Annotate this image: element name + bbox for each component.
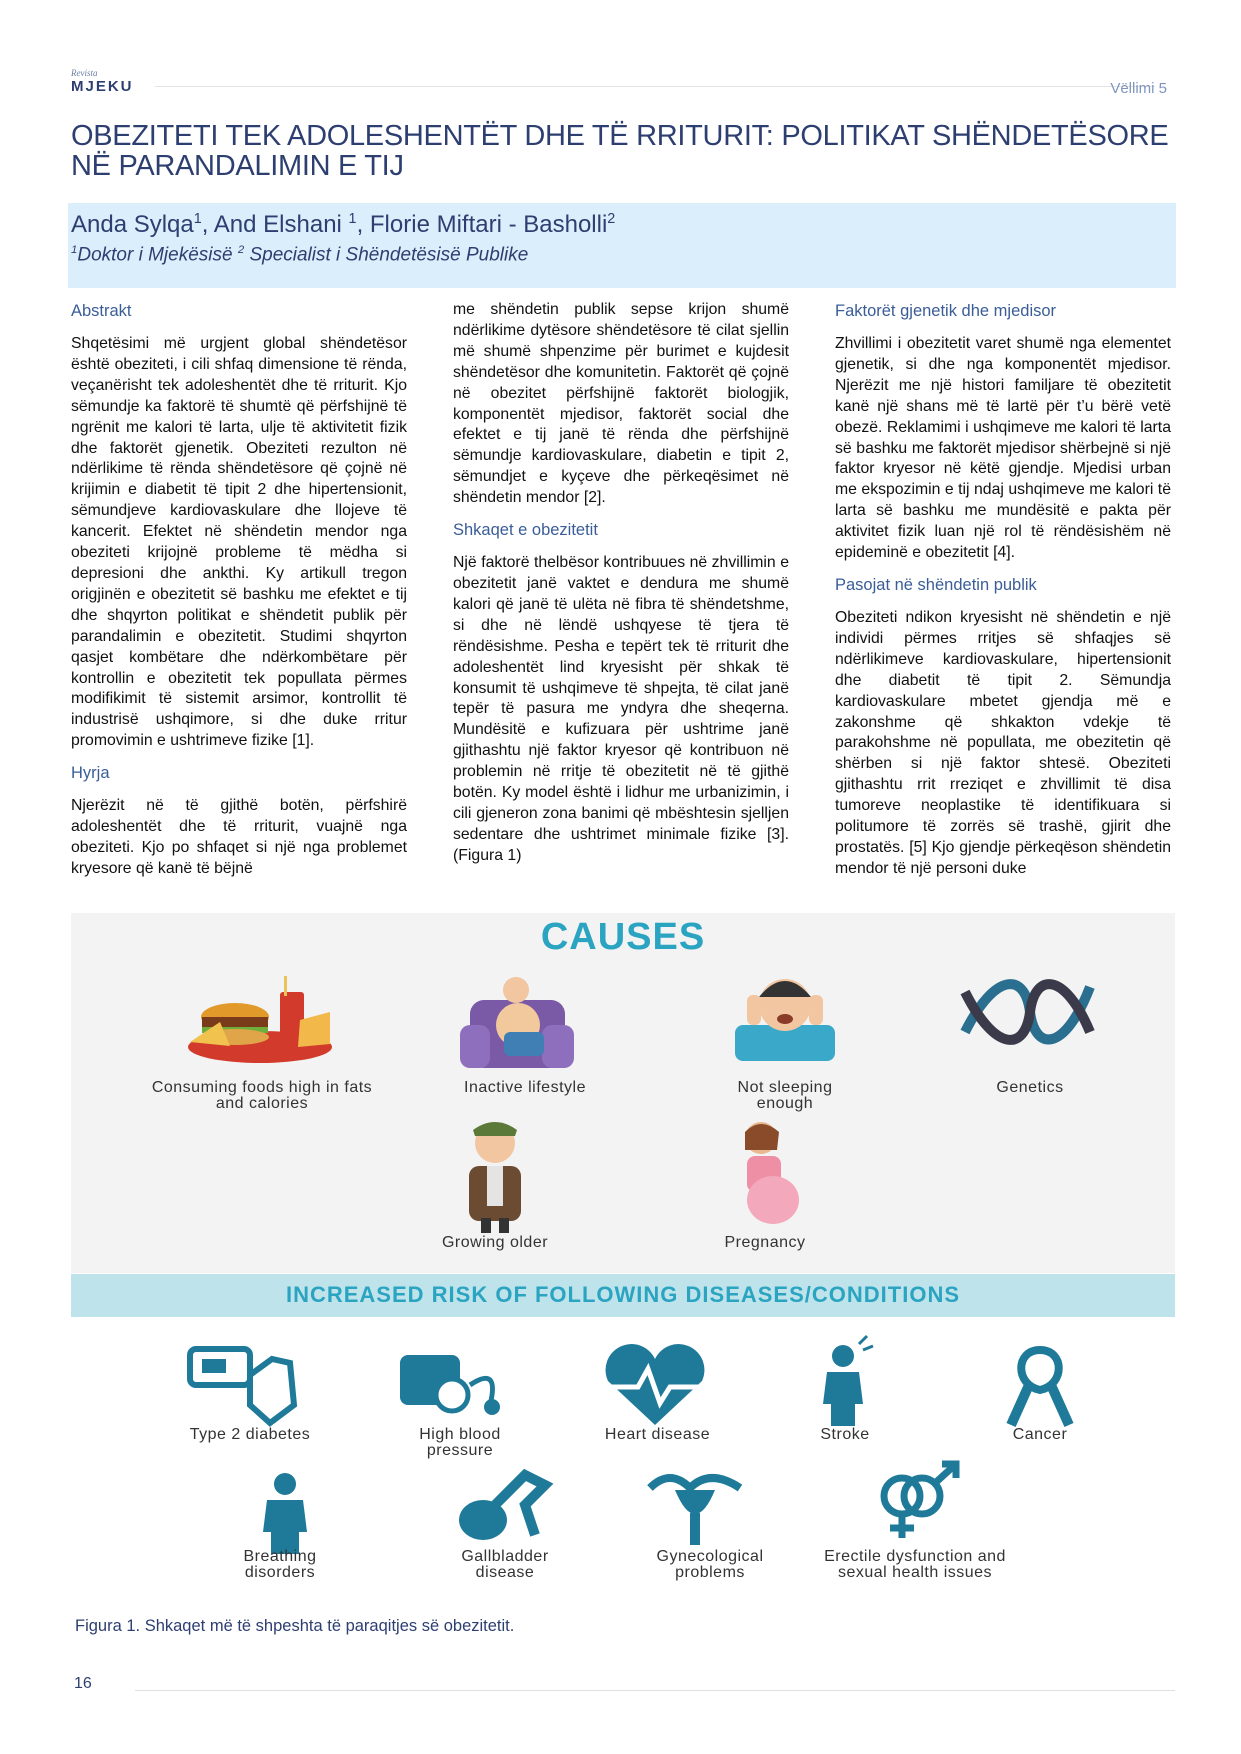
risk-label-heart-disease: Heart disease xyxy=(604,1426,711,1443)
cause-label-pregnancy: Pregnancy xyxy=(724,1234,806,1251)
risk-label-cancer: Cancer xyxy=(1012,1426,1068,1443)
cause-label-aging: Growing older xyxy=(441,1234,549,1251)
volume-label: Vëllimi 5 xyxy=(1110,80,1167,97)
genetic-paragraph: Zhvillimi i obezitetit varet shumë nga elementet gjenetik, si dhe nga komponentët mjedisor. Njerëzit me një histori familjare të obezitetit kanë një shans më të lartë për t’u bërë vetë obezë. Reklamimi i ushqimeve me kalori të larta së bashku me faktorët mjedisor shërbejnë si një faktor kryesor në këtë gjendje. Mjedisi urban me ekspozimin e tij ndaj ushqimeve me kalori të larta së bashku me mundësitë e pakta për aktivitet fizik luan një rol të rëndësishëm në epideminë e obezitetit [4]. xyxy=(835,335,1171,562)
risk-banner-title: INCREASED RISK OF FOLLOWING DISEASES/CONDITIONS xyxy=(285,1282,961,1307)
author-name: , And Elshani xyxy=(201,211,349,238)
glucometer-icon xyxy=(190,1345,305,1425)
cause-label-genetics: Genetics xyxy=(996,1079,1064,1096)
author-affiliation-mark: 1 xyxy=(348,211,357,227)
risk-label-gynecological: Gynecological problems xyxy=(656,1548,764,1581)
column-3 xyxy=(835,300,1171,890)
intro-paragraph-continued: me shëndetin publik sepse krijon shumë ndërlikime dytësore shëndetësore të cilat sjellin më shumë shpenzime për burimet e kujdesit shëndetësor dhe komunitetin. Faktorët që çojnë në obezitet përfshijnë faktorët biologjik, komponentët mjedisor, faktorët social dhe efektet e tij janë të rënda dhe përfshijnë sëmundje kardiovaskulare, diabetin e tipit 2, sëmundjet e kyçeve dhe përkeqësimet në shëndetin mendor [2]. xyxy=(453,301,789,507)
couch-person-icon xyxy=(460,970,590,1070)
food-icon xyxy=(180,962,340,1072)
author-list xyxy=(71,211,615,239)
abstract-paragraph: Shqetësimi më urgjent global shëndetësor është obeziteti, i cili shfaq dimensione të rënda, veçanërisht tek adoleshentët dhe të rriturit. Kjo sëmundje ka faktorë të shumtë që përfshijnë të ngrënit me kalori të larta, ulje të aktivitetit fizik dhe faktorët gjenetik. Obeziteti rezulton në ndërlikime të rënda shëndetësore që çojnë në krijimin e diabetit të tipit 2 dhe hipertensionit, sëmundjeve kardiovaskulare dhe llojeve të kancerit. Efektet në shëndetin mendor nga obeziteti krijojnë probleme të mëdha si depresioni dhe ankthi. Ky artikull tregon origjinën e obezitetit së bashku me efektet e tij dhe shqyrton politikat e shëndetit publik për parandalimin e obezitetit. Studimi shqyrton qasjet kombëtare dhe ndërkombëtare për kontrollin e obezitetit tek popullata përmes modifikimit të sistemit arsimor, kontrollit të industrisë ushqimore, si dhe duke rritur promovimin e ushtrimeve fizike [1]. xyxy=(71,335,407,750)
intro-paragraph: Njerëzit në të gjithë botën, përfshirë adoleshentët dhe të rriturit, vuajnë nga obeziteti. Kjo po shfaqet si një nga problemet kryesore që kanë të bëjnë xyxy=(71,797,407,877)
figure-causes-title: CAUSES xyxy=(540,916,706,958)
header-divider xyxy=(155,86,1155,87)
section-heading-abstract: Abstrakt xyxy=(71,302,132,320)
section-heading-public-health: Pasojat në shëndetin publik xyxy=(835,575,1037,594)
causes-paragraph: Një faktorë thelbësor kontribuues në zhvillimin e obezitetit janë vaktet e dendura me shumë kalori që janë të ulëta në fibra të shëndetshme, si dhe në lëndë ushqyese të tjera të rëndësishme. Pesha e tepërt tek të rriturit dhe adoleshentët lind kryesisht për shkak të konsumit të ushqimeve të shpejta, të cilat janë tepër të pasura me yndyra dhe sheqerna. Mundësitë e kufizuara për ushtrime janë gjithashtu një faktor kryesor që kontribuon në problemin në rritje të obezitetit në të gjithë botën. Ky model është i lidhur me urbanizimin, i cili gjeneron zona banimi që mbështesin sjelljen sedentare dhe ushtrimet minimale fizike [3]. (Figura 1) xyxy=(453,554,789,864)
author-name: Anda Sylqa xyxy=(71,211,194,238)
column-1 xyxy=(71,300,407,890)
author-name: , Florie Miftari - Basholli xyxy=(356,211,608,238)
risk-label-blood-pressure: High blood pressure xyxy=(419,1426,501,1459)
affiliations xyxy=(71,244,528,266)
affiliation-mark: 1 xyxy=(71,244,78,256)
author-affiliation-mark: 2 xyxy=(607,211,616,227)
column-2 xyxy=(453,300,789,877)
public-health-paragraph: Obeziteti ndikon kryesisht në shëndetin e një individi përmes rritjes së shfaqjes së ndërlikimeve kardiovaskulare, hipertensionit dhe diabetit të tipit 2. Sëmundja kardiovaskulare mbetet gjendja më e zakonshme që shkakton vdekje të parakohshme në popullata, me obezitetin që shërben si një faktor shtesë. Obeziteti gjithashtu rrit rreziqet e zhvillimit të disa tumoreve neoplastike të identifikuara si politumore të zorrës së trashë, gjirit dhe prostatës. [5] Kjo gjendje përkeqëson shëndetin mendor të një personi duke xyxy=(835,608,1171,877)
cause-label-food: Consuming foods high in fats and calories xyxy=(151,1079,373,1112)
risk-label-gallbladder: Gallbladder disease xyxy=(461,1548,549,1581)
section-heading-intro: Hyrja xyxy=(71,764,110,783)
section-heading-causes: Shkaqet e obezitetit xyxy=(453,521,598,540)
cause-label-sleep: Not sleeping enough xyxy=(737,1079,833,1112)
page-number: 16 xyxy=(74,1675,92,1692)
gallbladder-icon xyxy=(455,1465,555,1550)
risk-label-diabetes: Type 2 diabetes xyxy=(189,1426,311,1443)
risk-label-breathing: Breathing disorders xyxy=(243,1548,317,1581)
blood-pressure-icon xyxy=(400,1345,510,1425)
author-affiliation-mark: 1 xyxy=(193,211,202,227)
stroke-person-icon xyxy=(815,1342,875,1427)
breathing-person-icon xyxy=(255,1470,315,1555)
journal-logo-subtitle: Revista xyxy=(71,68,98,78)
article-title: OBEZITETI TEK ADOLESHENTËT DHE TË RRITURIT: POLITIKAT SHËNDETËSORE NË PARANDALIMIN E TIJ xyxy=(71,120,1169,182)
figure-caption: Figura 1. Shkaqet më të shpeshta të paraqitjes së obezitetit. xyxy=(75,1617,515,1635)
footer-divider xyxy=(135,1690,1175,1691)
affiliation-text: Doktor i Mjekësisë xyxy=(77,244,238,266)
sleepless-person-icon xyxy=(725,965,845,1065)
gender-symbols-icon xyxy=(870,1462,960,1542)
elderly-person-icon xyxy=(455,1118,535,1233)
pregnant-woman-icon xyxy=(725,1118,805,1233)
affiliation-mark: 2 xyxy=(237,244,245,256)
journal-logo: MJEKU xyxy=(71,78,134,95)
heart-icon xyxy=(600,1343,710,1428)
cancer-ribbon-icon xyxy=(1005,1345,1075,1430)
affiliation-text: Specialist i Shëndetësisë Publike xyxy=(244,244,529,266)
dna-icon xyxy=(965,972,1095,1052)
section-heading-genetic: Faktorët gjenetik dhe mjedisor xyxy=(835,302,1057,320)
risk-label-erectile: Erectile dysfunction and sexual health issues xyxy=(824,1548,1006,1581)
uterus-icon xyxy=(640,1468,750,1548)
risk-label-stroke: Stroke xyxy=(820,1426,870,1443)
cause-label-inactive: Inactive lifestyle xyxy=(464,1079,586,1096)
